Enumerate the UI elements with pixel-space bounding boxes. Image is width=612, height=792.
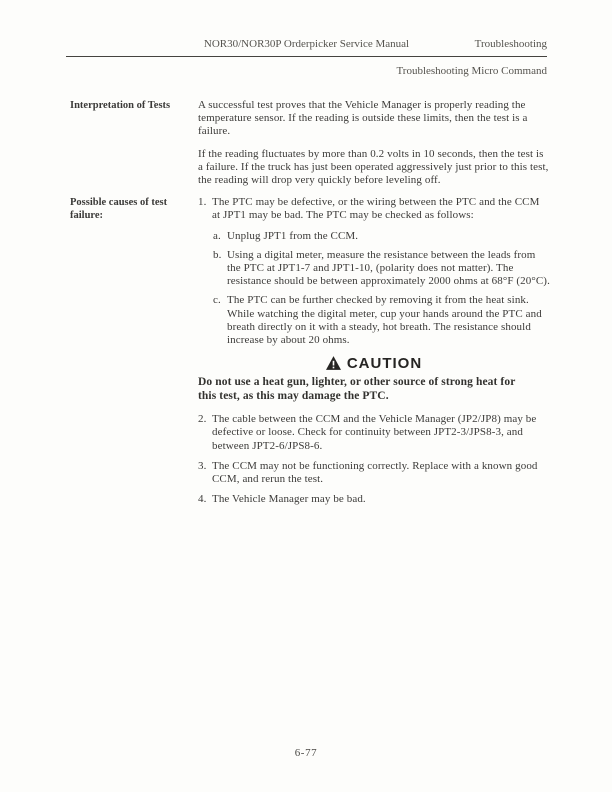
- list-item-1-number: 1.: [198, 196, 207, 209]
- caution-heading-row: [198, 356, 550, 370]
- list-item-1c: [213, 294, 550, 347]
- interpretation-label: Interpretation of Tests: [70, 100, 171, 111]
- interpretation-paragraph-2: If the reading fluctuates by more than 0.2 volts in 10 seconds, then the test is a failure. If the truck has just been operated aggressively just prior to this test, the reading will drop very quickly before leveling off.: [198, 147, 549, 187]
- caution-heading: CAUTION: [346, 354, 423, 372]
- causes-body: [198, 196, 550, 513]
- interpretation-section: [70, 99, 550, 187]
- list-item-3-text: The CCM may not be functioning correctly. Replace with a known good CCM, and rerun the test.: [212, 459, 538, 486]
- warning-triangle-icon: [326, 356, 341, 370]
- caution-block: [198, 356, 550, 403]
- list-item-1: [198, 196, 550, 222]
- page-content: [70, 99, 550, 513]
- list-item-4: [198, 493, 550, 506]
- page-header: [66, 38, 547, 77]
- list-item-1b-text: Using a digital meter, measure the resistance between the leads from the PTC at JPT1-7 and JPT1-10, (polarity does not matter). The resistance should be between approximately 2000 ohms at 68°F (20°C).: [227, 248, 550, 288]
- list-item-1a: [213, 230, 550, 243]
- list-item-1-text: The PTC may be defective, or the wiring between the PTC and the CCM at JPT1 may be bad. The PTC may be checked as follows:: [212, 196, 540, 222]
- list-item-2-text: The cable between the CCM and the Vehicle Manager (JP2/JP8) may be defective or loose. Check for continuity between JPT2-3/JPS8-3, and between JPT2-6/JPS8-6.: [212, 413, 537, 452]
- header-row: [66, 38, 547, 52]
- list-item-4-text: The Vehicle Manager may be bad.: [212, 493, 366, 506]
- list-item-1c-letter: c.: [213, 294, 221, 307]
- manual-title: NOR30/NOR30P Orderpicker Service Manual: [203, 38, 410, 50]
- causes-label: Possible causes of test failure:: [70, 197, 168, 222]
- list-item-1b-letter: b.: [213, 248, 222, 261]
- page-footer: [0, 747, 612, 759]
- list-item-3: [198, 460, 550, 486]
- list-item-1a-letter: a.: [213, 229, 221, 242]
- list-item-3-number: 3.: [198, 459, 207, 472]
- page-number: 6-77: [294, 747, 318, 759]
- caution-text: Do not use a heat gun, lighter, or other source of strong heat for this test, as this may damage the PTC.: [198, 376, 516, 403]
- list-item-1a-text: Unplug JPT1 from the CCM.: [227, 229, 359, 242]
- header-rule: [66, 56, 547, 57]
- list-item-2: [198, 413, 550, 453]
- causes-section: [70, 196, 550, 513]
- section-title: Troubleshooting Micro Command: [396, 65, 547, 77]
- list-item-1c-text: The PTC can be further checked by removing it from the heat sink. While watching the digital meter, cup your hands around the PTC and breath directly on it with a steady, hot breath. The resistance should increase by about 20 ohms.: [227, 294, 542, 347]
- chapter-title: Troubleshooting: [474, 38, 547, 50]
- list-item-1b: [213, 249, 550, 289]
- interpretation-paragraph-1: A successful test proves that the Vehicle Manager is properly reading the temperature sensor. If the reading is outside these limits, then the test is a failure.: [198, 99, 528, 138]
- list-item-4-number: 4.: [198, 493, 207, 506]
- list-item-2-number: 2.: [198, 413, 207, 426]
- interpretation-body: [198, 99, 550, 187]
